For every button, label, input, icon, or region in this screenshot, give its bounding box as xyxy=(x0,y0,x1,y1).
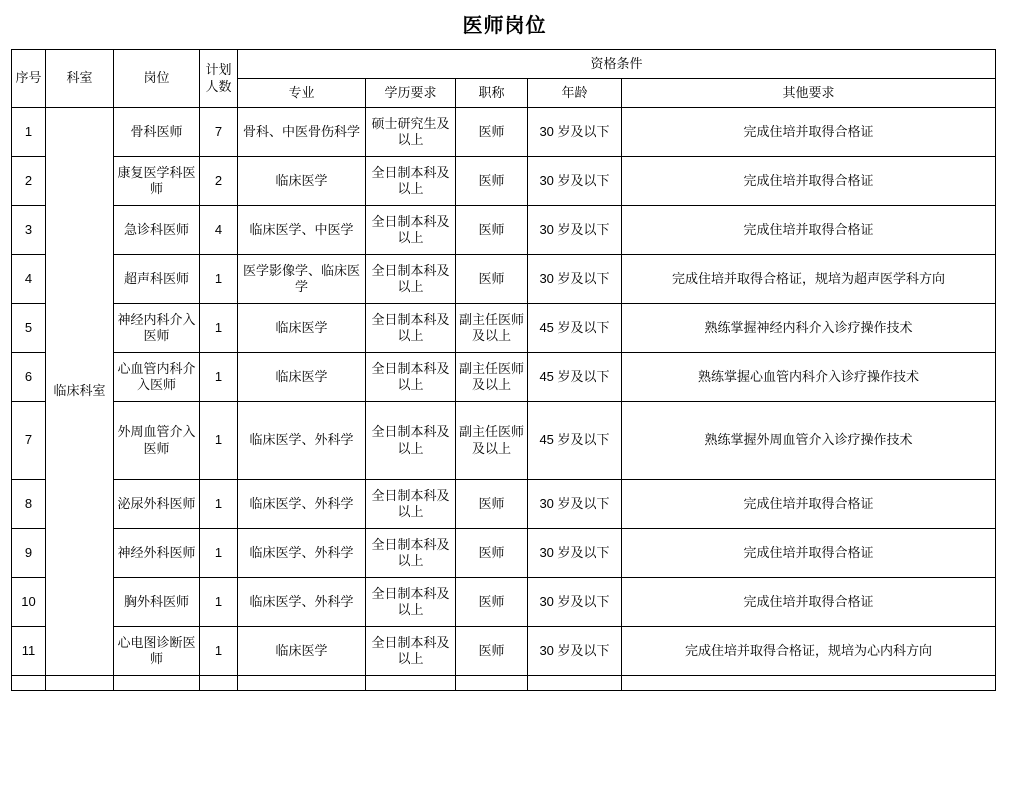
cell-age: 30 岁及以下 xyxy=(528,627,622,676)
cell-major: 临床医学 xyxy=(238,157,366,206)
cell-job-title: 医师 xyxy=(456,108,528,157)
header-seq: 序号 xyxy=(12,50,46,108)
cell-major xyxy=(238,676,366,691)
cell-age: 30 岁及以下 xyxy=(528,108,622,157)
cell-job-title: 副主任医师及以上 xyxy=(456,304,528,353)
cell-job-title: 医师 xyxy=(456,206,528,255)
cell-other: 完成住培并取得合格证 xyxy=(622,480,996,529)
table-row xyxy=(12,108,996,157)
table-row xyxy=(12,529,996,578)
cell-seq xyxy=(12,676,46,691)
cell-post: 超声科医师 xyxy=(114,255,200,304)
table-row xyxy=(12,627,996,676)
cell-plan-num: 1 xyxy=(200,304,238,353)
cell-plan-num: 1 xyxy=(200,402,238,480)
cell-seq: 5 xyxy=(12,304,46,353)
cell-major: 临床医学、中医学 xyxy=(238,206,366,255)
cell-other: 完成住培并取得合格证 xyxy=(622,206,996,255)
cell-other: 完成住培并取得合格证 xyxy=(622,578,996,627)
header-major: 专业 xyxy=(238,79,366,108)
cell-seq: 1 xyxy=(12,108,46,157)
cell-education: 硕士研究生及以上 xyxy=(366,108,456,157)
cell-education: 全日制本科及以上 xyxy=(366,480,456,529)
table-row xyxy=(12,255,996,304)
cell-plan-num: 1 xyxy=(200,627,238,676)
header-post: 岗位 xyxy=(114,50,200,108)
cell-post: 泌尿外科医师 xyxy=(114,480,200,529)
cell-post xyxy=(114,676,200,691)
cell-seq: 2 xyxy=(12,157,46,206)
cell-post: 神经内科介入医师 xyxy=(114,304,200,353)
cell-seq: 3 xyxy=(12,206,46,255)
cell-major: 临床医学 xyxy=(238,627,366,676)
cell-age: 30 岁及以下 xyxy=(528,157,622,206)
cell-post: 骨科医师 xyxy=(114,108,200,157)
cell-age xyxy=(528,676,622,691)
cell-age: 30 岁及以下 xyxy=(528,255,622,304)
cell-job-title: 副主任医师及以上 xyxy=(456,353,528,402)
cell-seq: 8 xyxy=(12,480,46,529)
cell-education: 全日制本科及以上 xyxy=(366,304,456,353)
cell-education: 全日制本科及以上 xyxy=(366,627,456,676)
table-row xyxy=(12,353,996,402)
cell-post: 心电图诊断医师 xyxy=(114,627,200,676)
table-row xyxy=(12,402,996,480)
cell-plan-num: 1 xyxy=(200,480,238,529)
cell-major: 临床医学 xyxy=(238,353,366,402)
cell-major: 骨科、中医骨伤科学 xyxy=(238,108,366,157)
cell-dept xyxy=(46,676,114,691)
cell-seq: 9 xyxy=(12,529,46,578)
cell-major: 医学影像学、临床医学 xyxy=(238,255,366,304)
cell-age: 30 岁及以下 xyxy=(528,206,622,255)
cell-post: 急诊科医师 xyxy=(114,206,200,255)
cell-education: 全日制本科及以上 xyxy=(366,353,456,402)
header-dept: 科室 xyxy=(46,50,114,108)
cell-major: 临床医学、外科学 xyxy=(238,578,366,627)
cell-post: 外周血管介入医师 xyxy=(114,402,200,480)
cell-education: 全日制本科及以上 xyxy=(366,255,456,304)
cell-post: 胸外科医师 xyxy=(114,578,200,627)
cell-post: 心血管内科介入医师 xyxy=(114,353,200,402)
cell-job-title: 副主任医师及以上 xyxy=(456,402,528,480)
cell-post: 神经外科医师 xyxy=(114,529,200,578)
cell-job-title xyxy=(456,676,528,691)
cell-major: 临床医学、外科学 xyxy=(238,480,366,529)
cell-other xyxy=(622,676,996,691)
cell-other: 熟练掌握神经内科介入诊疗操作技术 xyxy=(622,304,996,353)
cell-other: 完成住培并取得合格证 xyxy=(622,157,996,206)
header-education: 学历要求 xyxy=(366,79,456,108)
cell-education: 全日制本科及以上 xyxy=(366,206,456,255)
cell-plan-num: 1 xyxy=(200,353,238,402)
cell-major: 临床医学、外科学 xyxy=(238,402,366,480)
cell-job-title: 医师 xyxy=(456,480,528,529)
cell-job-title: 医师 xyxy=(456,157,528,206)
cell-plan-num: 1 xyxy=(200,255,238,304)
page-title: 医师岗位 xyxy=(462,15,547,37)
table-row xyxy=(12,578,996,627)
header-other: 其他要求 xyxy=(622,79,996,108)
cell-plan-num: 2 xyxy=(200,157,238,206)
cell-age: 30 岁及以下 xyxy=(528,480,622,529)
cell-other: 完成住培并取得合格证，规培为超声医学科方向 xyxy=(622,255,996,304)
cell-other: 完成住培并取得合格证 xyxy=(622,108,996,157)
cell-seq: 10 xyxy=(12,578,46,627)
cell-job-title: 医师 xyxy=(456,627,528,676)
cell-other: 完成住培并取得合格证，规培为心内科方向 xyxy=(622,627,996,676)
cell-education: 全日制本科及以上 xyxy=(366,529,456,578)
cell-dept-group: 临床科室 xyxy=(46,108,114,676)
table-row-partial xyxy=(12,676,996,691)
cell-plan-num: 7 xyxy=(200,108,238,157)
table-header-row-1 xyxy=(12,50,996,79)
cell-seq: 6 xyxy=(12,353,46,402)
cell-plan-num: 1 xyxy=(200,529,238,578)
cell-education: 全日制本科及以上 xyxy=(366,578,456,627)
cell-major: 临床医学、外科学 xyxy=(238,529,366,578)
table-row xyxy=(12,206,996,255)
cell-other: 熟练掌握外周血管介入诊疗操作技术 xyxy=(622,402,996,480)
cell-education xyxy=(366,676,456,691)
header-plan-num: 计划人数 xyxy=(200,50,238,108)
cell-plan-num xyxy=(200,676,238,691)
cell-seq: 4 xyxy=(12,255,46,304)
cell-seq: 7 xyxy=(12,402,46,480)
cell-other: 熟练掌握心血管内科介入诊疗操作技术 xyxy=(622,353,996,402)
cell-plan-num: 1 xyxy=(200,578,238,627)
cell-post: 康复医学科医师 xyxy=(114,157,200,206)
table-row xyxy=(12,304,996,353)
cell-age: 45 岁及以下 xyxy=(528,353,622,402)
cell-age: 30 岁及以下 xyxy=(528,529,622,578)
cell-job-title: 医师 xyxy=(456,529,528,578)
header-age: 年龄 xyxy=(528,79,622,108)
cell-major: 临床医学 xyxy=(238,304,366,353)
cell-other: 完成住培并取得合格证 xyxy=(622,529,996,578)
table-row xyxy=(12,480,996,529)
header-job-title: 职称 xyxy=(456,79,528,108)
cell-education: 全日制本科及以上 xyxy=(366,402,456,480)
cell-plan-num: 4 xyxy=(200,206,238,255)
cell-age: 45 岁及以下 xyxy=(528,304,622,353)
cell-job-title: 医师 xyxy=(456,255,528,304)
cell-job-title: 医师 xyxy=(456,578,528,627)
cell-age: 45 岁及以下 xyxy=(528,402,622,480)
cell-seq: 11 xyxy=(12,627,46,676)
job-positions-table xyxy=(11,49,996,691)
cell-age: 30 岁及以下 xyxy=(528,578,622,627)
table-row xyxy=(12,157,996,206)
header-qualification: 资格条件 xyxy=(238,50,996,79)
cell-education: 全日制本科及以上 xyxy=(366,157,456,206)
